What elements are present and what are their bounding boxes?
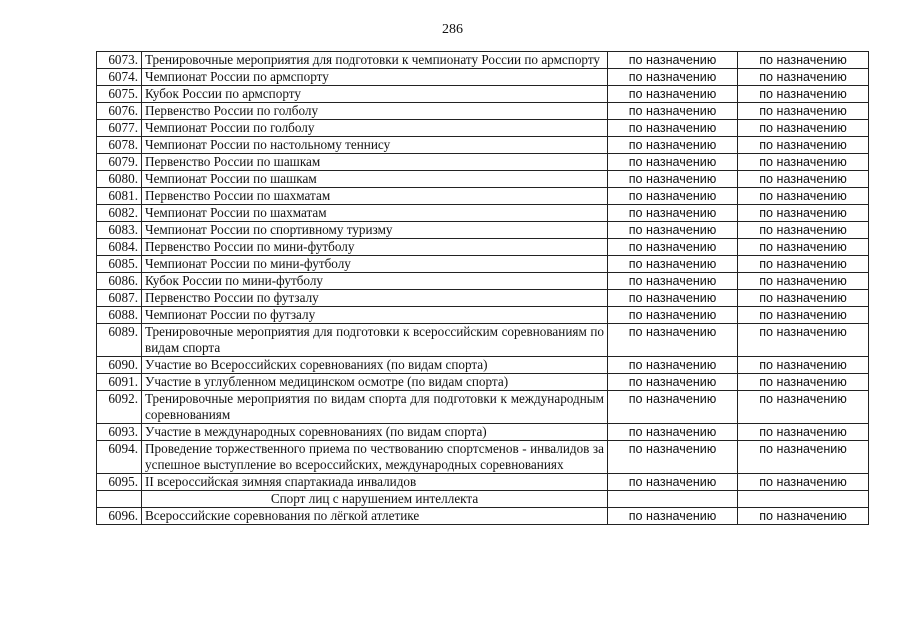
row-value-2: по назначению <box>738 239 869 256</box>
table-row <box>97 256 869 273</box>
row-value-2: по назначению <box>738 137 869 154</box>
row-name: Участие во Всероссийских соревнованиях (по видам спорта) <box>142 357 608 374</box>
row-number: 6085. <box>97 256 142 273</box>
row-value-1: по назначению <box>608 273 738 290</box>
row-name: Чемпионат России по настольному теннису <box>142 137 608 154</box>
table-row <box>97 137 869 154</box>
row-name: Кубок России по мини-футболу <box>142 273 608 290</box>
row-value-2: по назначению <box>738 120 869 137</box>
row-number: 6093. <box>97 424 142 441</box>
row-number: 6075. <box>97 86 142 103</box>
row-number: 6078. <box>97 137 142 154</box>
table-row <box>97 290 869 307</box>
row-number: 6092. <box>97 391 142 424</box>
row-value-2: по назначению <box>738 374 869 391</box>
row-value-1: по назначению <box>608 441 738 474</box>
row-value-2: по назначению <box>738 69 869 86</box>
row-value-2: по назначению <box>738 273 869 290</box>
row-name: Участие в международных соревнованиях (по видам спорта) <box>142 424 608 441</box>
row-value-2: по назначению <box>738 103 869 120</box>
row-number: 6091. <box>97 374 142 391</box>
row-number: 6089. <box>97 324 142 357</box>
row-value-1: по назначению <box>608 154 738 171</box>
section-row <box>97 491 869 508</box>
row-value-2: по назначению <box>738 357 869 374</box>
row-number <box>97 491 142 508</box>
table-row <box>97 424 869 441</box>
row-number: 6087. <box>97 290 142 307</box>
row-number: 6086. <box>97 273 142 290</box>
row-value-1: по назначению <box>608 120 738 137</box>
row-value-2: по назначению <box>738 424 869 441</box>
row-value-1: по назначению <box>608 239 738 256</box>
table-row <box>97 324 869 357</box>
row-name: Участие в углубленном медицинском осмотре (по видам спорта) <box>142 374 608 391</box>
table-row <box>97 69 869 86</box>
row-name: Первенство России по футзалу <box>142 290 608 307</box>
row-name: Спорт лиц с нарушением интеллекта <box>142 491 608 508</box>
row-name: Тренировочные мероприятия для подготовки к всероссийским соревнованиям по видам спорта <box>142 324 608 357</box>
row-name: Чемпионат России по шахматам <box>142 205 608 222</box>
row-value-1: по назначению <box>608 188 738 205</box>
row-number: 6088. <box>97 307 142 324</box>
row-number: 6079. <box>97 154 142 171</box>
row-name: II всероссийская зимняя спартакиада инвалидов <box>142 474 608 491</box>
row-value-2: по назначению <box>738 474 869 491</box>
row-value-2: по назначению <box>738 171 869 188</box>
table-row <box>97 120 869 137</box>
row-value-2: по назначению <box>738 508 869 525</box>
table-row <box>97 474 869 491</box>
row-name: Чемпионат России по спортивному туризму <box>142 222 608 239</box>
row-value-1: по назначению <box>608 86 738 103</box>
row-value-1: по назначению <box>608 103 738 120</box>
row-value-2: по назначению <box>738 222 869 239</box>
table-row <box>97 391 869 424</box>
table-row <box>97 374 869 391</box>
row-value-2: по назначению <box>738 307 869 324</box>
row-name: Первенство России по шашкам <box>142 154 608 171</box>
row-value-2: по назначению <box>738 290 869 307</box>
table-row <box>97 171 869 188</box>
row-name: Тренировочные мероприятия по видам спорта для подготовки к международным соревнованиям <box>142 391 608 424</box>
table-row <box>97 205 869 222</box>
row-value-2 <box>738 491 869 508</box>
table-row <box>97 86 869 103</box>
table-row <box>97 307 869 324</box>
row-value-1: по назначению <box>608 137 738 154</box>
row-value-1: по назначению <box>608 205 738 222</box>
row-name: Чемпионат России по футзалу <box>142 307 608 324</box>
row-value-1: по назначению <box>608 290 738 307</box>
row-value-1: по назначению <box>608 374 738 391</box>
row-number: 6095. <box>97 474 142 491</box>
row-number: 6074. <box>97 69 142 86</box>
events-table <box>96 51 869 525</box>
row-value-1: по назначению <box>608 357 738 374</box>
row-name: Всероссийские соревнования по лёгкой атлетике <box>142 508 608 525</box>
row-name: Кубок России по армспорту <box>142 86 608 103</box>
row-value-1: по назначению <box>608 391 738 424</box>
row-value-1: по назначению <box>608 256 738 273</box>
row-number: 6080. <box>97 171 142 188</box>
row-number: 6083. <box>97 222 142 239</box>
page-number: 286 <box>442 22 463 37</box>
row-number: 6082. <box>97 205 142 222</box>
table-row <box>97 441 869 474</box>
table-row <box>97 188 869 205</box>
row-number: 6077. <box>97 120 142 137</box>
row-value-1: по назначению <box>608 222 738 239</box>
row-name: Первенство России по голболу <box>142 103 608 120</box>
row-value-2: по назначению <box>738 324 869 357</box>
row-value-1 <box>608 491 738 508</box>
table-row <box>97 508 869 525</box>
row-value-1: по назначению <box>608 474 738 491</box>
row-name: Первенство России по мини-футболу <box>142 239 608 256</box>
row-value-1: по назначению <box>608 508 738 525</box>
row-value-1: по назначению <box>608 69 738 86</box>
row-name: Чемпионат России по армспорту <box>142 69 608 86</box>
row-number: 6094. <box>97 441 142 474</box>
table-row <box>97 357 869 374</box>
row-number: 6081. <box>97 188 142 205</box>
row-value-2: по назначению <box>738 86 869 103</box>
row-value-2: по назначению <box>738 391 869 424</box>
row-number: 6073. <box>97 52 142 69</box>
table-row <box>97 273 869 290</box>
row-value-2: по назначению <box>738 441 869 474</box>
row-number: 6084. <box>97 239 142 256</box>
row-name: Чемпионат России по шашкам <box>142 171 608 188</box>
row-value-2: по назначению <box>738 154 869 171</box>
row-value-1: по назначению <box>608 324 738 357</box>
table-row <box>97 239 869 256</box>
row-value-1: по назначению <box>608 307 738 324</box>
row-name: Тренировочные мероприятия для подготовки к чемпионату России по армспорту <box>142 52 608 69</box>
row-name: Чемпионат России по мини-футболу <box>142 256 608 273</box>
row-value-2: по назначению <box>738 188 869 205</box>
row-value-2: по назначению <box>738 205 869 222</box>
row-name: Первенство России по шахматам <box>142 188 608 205</box>
row-value-1: по назначению <box>608 424 738 441</box>
table-row <box>97 222 869 239</box>
table-row <box>97 154 869 171</box>
table-row <box>97 103 869 120</box>
row-value-1: по назначению <box>608 171 738 188</box>
table-row <box>97 52 869 69</box>
row-number: 6096. <box>97 508 142 525</box>
row-value-2: по назначению <box>738 52 869 69</box>
row-value-2: по назначению <box>738 256 869 273</box>
row-name: Проведение торжественного приема по чествованию спортсменов - инвалидов за успешное выступление во всероссийских, международных соревнованиях <box>142 441 608 474</box>
row-value-1: по назначению <box>608 52 738 69</box>
row-number: 6090. <box>97 357 142 374</box>
row-name: Чемпионат России по голболу <box>142 120 608 137</box>
row-number: 6076. <box>97 103 142 120</box>
